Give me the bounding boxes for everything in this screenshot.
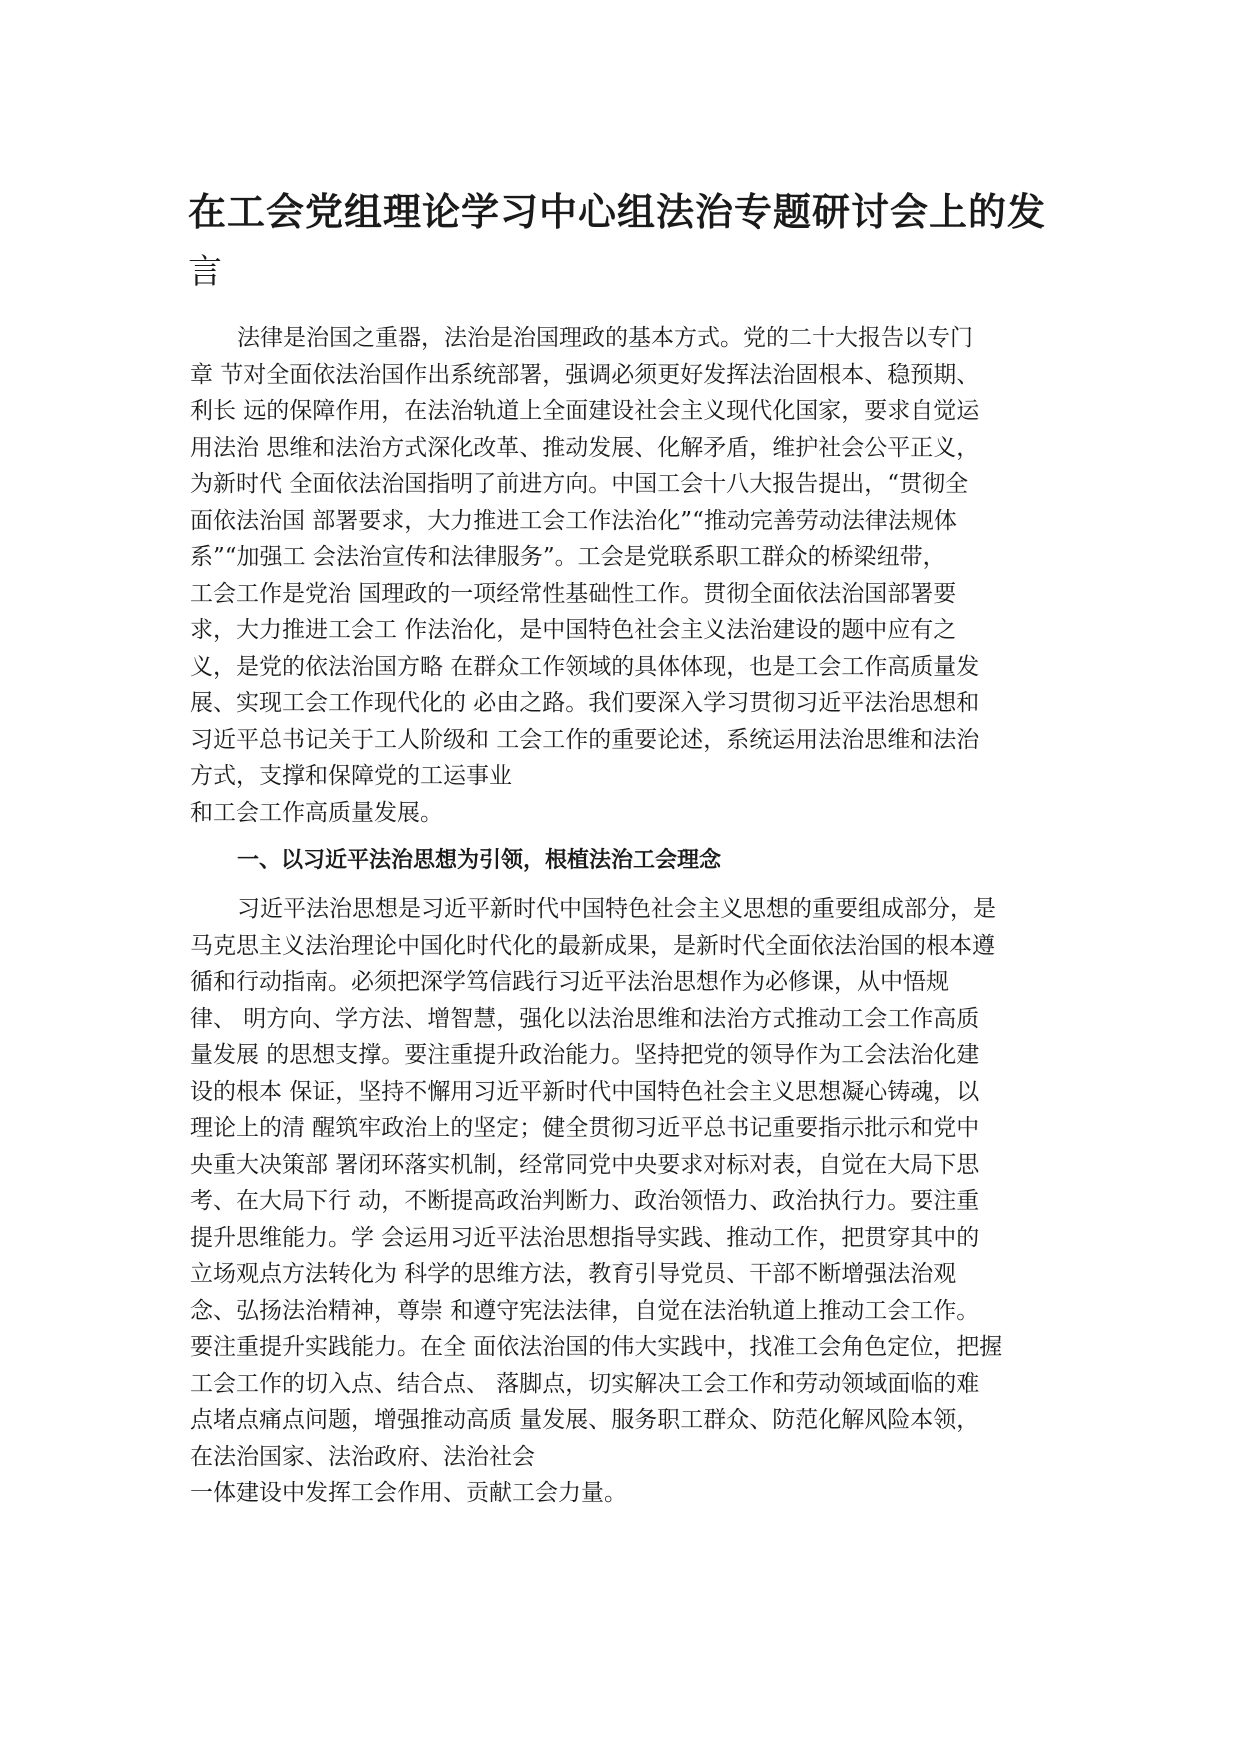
section-heading: 一、以习近平法治思想为引领，根植法治工会理念 (237, 848, 722, 873)
paragraph-line: 义，是党的依法治国方略 在群众工作领域的具体体现，也是工会工作高质量发 (190, 653, 980, 680)
paragraph-line: 工会工作的切入点、结合点、 落脚点，切实解决工会工作和劳动领域面临的难 (190, 1370, 980, 1397)
paragraph-line: 法律是治国之重器，法治是治国理政的基本方式。党的二十大报告以专门 (237, 325, 973, 351)
paragraph-line: 念、弘扬法治精神，尊崇 和遵守宪法法律，自觉在法治轨道上推动工会工作。 (190, 1297, 980, 1324)
paragraph-line: 量发展 的思想支撑。要注重提升政治能力。坚持把党的领导作为工会法治化建 (190, 1042, 980, 1068)
paragraph-line: 央重大决策部 署闭环落实机制，经常同党中央要求对标对表，自觉在大局下思 (190, 1151, 980, 1178)
paragraph-section-1 (190, 891, 1050, 1512)
paragraph-line: 系”“加强工 会法治宣传和法律服务”。工会是党联系职工群众的桥梁纽带， (190, 544, 946, 570)
paragraph-line: 设的根本 保证，坚持不懈用习近平新时代中国特色社会主义思想凝心铸魂，以 (190, 1078, 980, 1105)
document-title (188, 182, 1068, 302)
paragraph-line: 利长 远的保障作用，在法治轨道上全面建设社会主义现代化国家，要求自觉运 (190, 398, 980, 424)
paragraph-line: 考、在大局下行 动，不断提高政治判断力、政治领悟力、政治执行力。要注重 (190, 1188, 980, 1214)
paragraph-line: 立场观点方法转化为 科学的思维方法，教育引导党员、干部不断增强法治观 (190, 1261, 957, 1287)
paragraph-line: 展、实现工会工作现代化的 必由之路。我们要深入学习贯彻习近平法治思想和 (190, 690, 980, 716)
paragraph-line: 工会工作是党治 国理政的一项经常性基础性工作。贯彻全面依法治国部署要 (190, 580, 957, 607)
paragraph-line: 要注重提升实践能力。在全 面依法治国的伟大实践中，找准工会角色定位，把握 (190, 1334, 1003, 1360)
paragraph-line: 循和行动指南。必须把深学笃信践行习近平法治思想作为必修课，从中悟规 (190, 969, 949, 995)
paragraph-line: 方式，支撑和保障党的工运事业 (190, 763, 512, 789)
paragraph-line: 习近平总书记关于工人阶级和 工会工作的重要论述，系统运用法治思维和法治 (190, 726, 980, 753)
paragraph-line: 章 节对全面依法治国作出系统部署，强调必须更好发挥法治固根本、稳预期、 (190, 361, 980, 388)
paragraph-line: 提升思维能力。学 会运用习近平法治思想指导实践、推动工作，把贯穿其中的 (190, 1224, 980, 1251)
paragraph-intro (190, 320, 1050, 831)
paragraph-line: 点堵点痛点问题，增强推动高质 量发展、服务职工群众、防范化解风险本领， (190, 1407, 980, 1433)
paragraph-line: 一体建设中发挥工会作用、贡献工会力量。 (190, 1480, 627, 1506)
paragraph-line: 为新时代 全面依法治国指明了前进方向。中国工会十八大报告提出，“贯彻全 (190, 471, 969, 497)
document-body (190, 320, 1050, 1512)
paragraph-line: 律、 明方向、学方法、增智慧，强化以法治思维和法治方式推动工会工作高质 (190, 1005, 980, 1032)
paragraph-line: 和工会工作高质量发展。 (190, 799, 443, 826)
paragraph-line: 在法治国家、法治政府、法治社会 (190, 1443, 535, 1470)
paragraph-line: 求，大力推进工会工 作法治化，是中国特色社会主义法治建设的题中应有之 (190, 617, 957, 643)
paragraph-line: 理论上的清 醒筑牢政治上的坚定；健全贯彻习近平总书记重要指示批示和党中 (190, 1115, 980, 1141)
paragraph-line: 习近平法治思想是习近平新时代中国特色社会主义思想的重要组成部分，是 (237, 896, 996, 922)
paragraph-line: 马克思主义法治理论中国化时代化的最新成果，是新时代全面依法治国的根本遵 (190, 932, 995, 959)
title-line: 言 (188, 252, 223, 292)
paragraph-line: 面依法治国 部署要求，大力推进工会工作法治化”“推动完善劳动法律法规体 (190, 507, 957, 534)
paragraph-line: 用法治 思维和法治方式深化改革、推动发展、化解矛盾，维护社会公平正义， (190, 434, 980, 461)
title-line: 在工会党组理论学习中心组法治专题研讨会上的发 (188, 190, 1047, 234)
